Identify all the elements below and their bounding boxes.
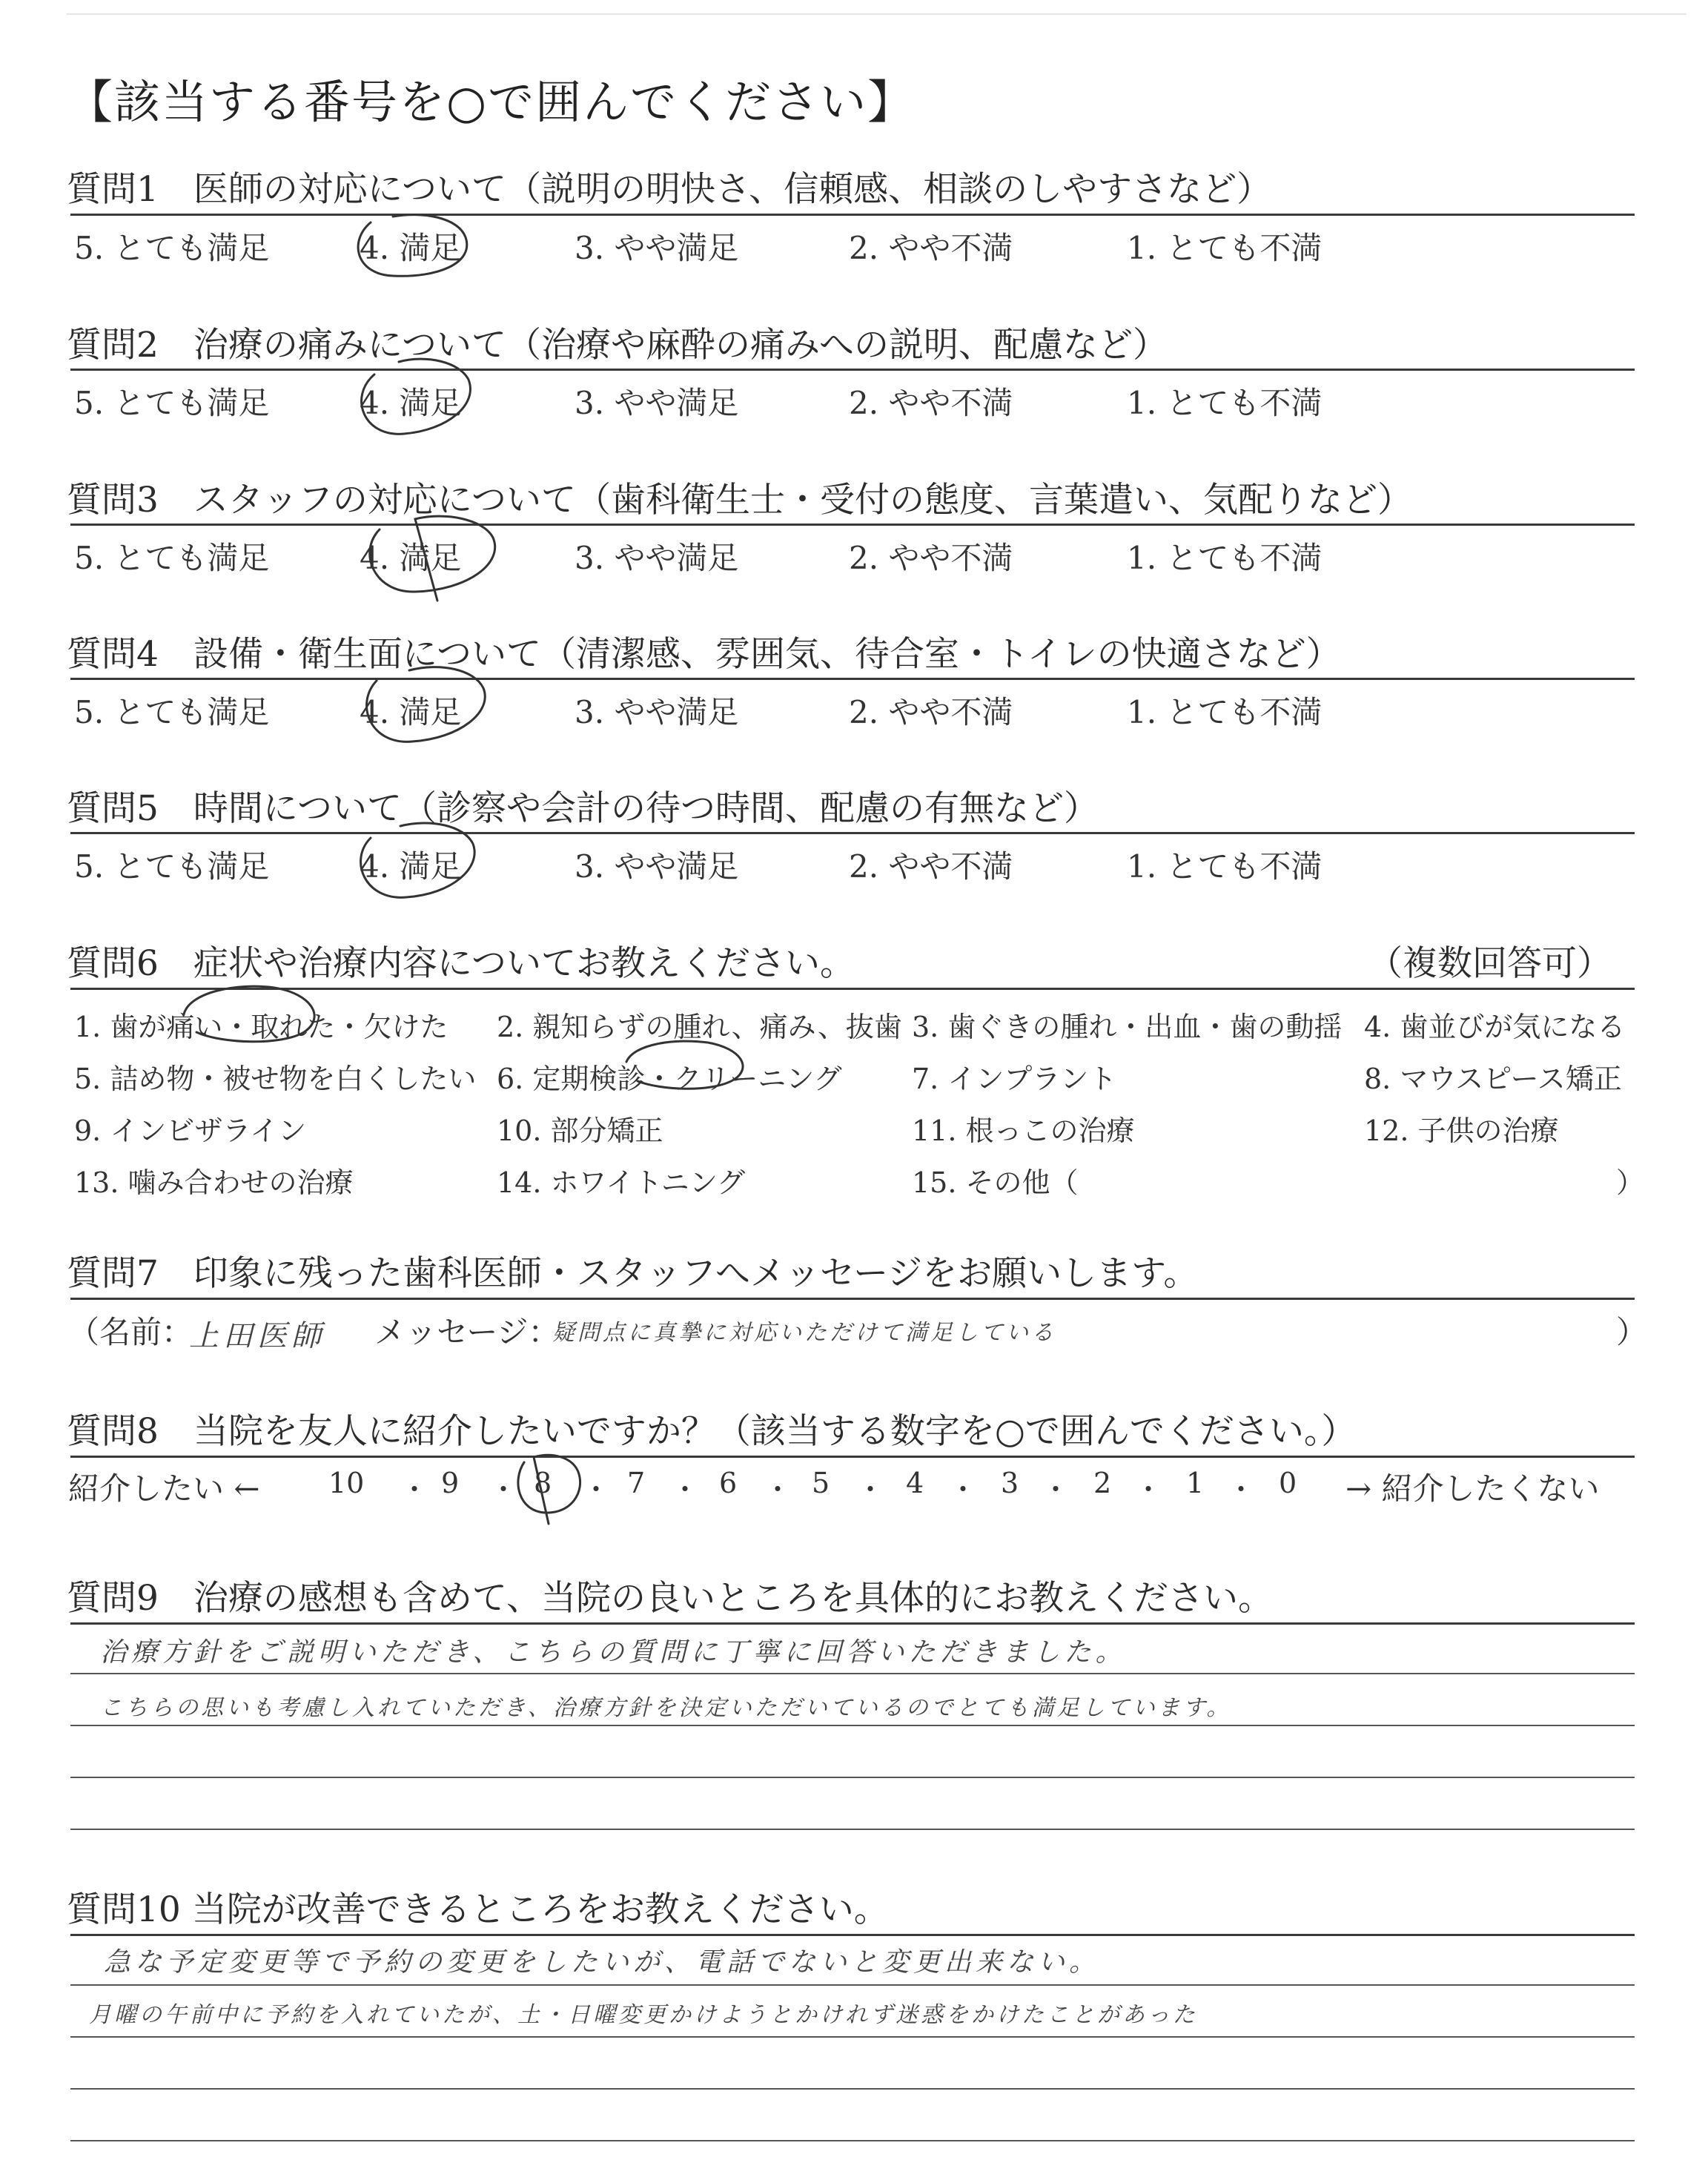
question-2-rule (70, 369, 1635, 371)
q9-answer-line-2[interactable]: こちらの思いも考慮し入れていただき、治療方針を決定いただいているのでとても満足しています。 (100, 1695, 1232, 1721)
q3-option-1[interactable]: 1. とても不満 (1127, 540, 1323, 576)
question-4-rule (70, 678, 1635, 680)
q4-option-4[interactable]: 4. 満足 (360, 694, 462, 730)
q2-option-4[interactable]: 4. 満足 (360, 385, 462, 421)
q6-item-9[interactable]: 9. インビザライン (74, 1114, 307, 1147)
q2-option-1[interactable]: 1. とても不満 (1127, 385, 1323, 421)
q10-writing-line (70, 2088, 1635, 2090)
q8-dot: ・ (1042, 1473, 1070, 1506)
question-5-rule (70, 832, 1635, 834)
q9-writing-line (70, 1673, 1635, 1674)
q8-dot: ・ (949, 1473, 978, 1506)
q8-score-5[interactable]: 5 (812, 1467, 830, 1499)
q8-score-10[interactable]: 10 (328, 1467, 365, 1499)
question-8-rule (70, 1456, 1635, 1458)
q4-option-2[interactable]: 2. やや不満 (849, 694, 1013, 730)
q10-writing-line (70, 2140, 1635, 2141)
q7-name-handwriting[interactable]: 上田医師 (189, 1319, 325, 1353)
q6-item-10[interactable]: 10. 部分矯正 (497, 1114, 663, 1147)
q7-message-handwriting[interactable]: 疑問点に真摯に対応いただけて満足している (552, 1320, 1056, 1346)
q6-other-close-paren: ） (1616, 1166, 1645, 1199)
q2-option-3[interactable]: 3. やや満足 (575, 385, 739, 421)
q8-score-7[interactable]: 7 (627, 1467, 646, 1499)
q8-score-9[interactable]: 9 (441, 1467, 460, 1499)
q6-item-14[interactable]: 14. ホワイトニング (497, 1166, 746, 1199)
q8-dot: ・ (582, 1473, 611, 1506)
question-1-rule (70, 214, 1635, 216)
q8-dot: ・ (489, 1473, 518, 1506)
q1-option-2[interactable]: 2. やや不満 (849, 230, 1013, 266)
q7-close-paren: ） (1616, 1314, 1648, 1350)
q9-writing-line (70, 1829, 1635, 1830)
question-4-title: 質問4 設備・衛生面について（清潔感、雰囲気、待合室・トイレの快適さなど） (67, 634, 1341, 675)
question-10-rule (70, 1934, 1635, 1936)
q9-writing-line (70, 1777, 1635, 1778)
q8-dot: ・ (671, 1473, 700, 1506)
q8-dot: ・ (764, 1473, 792, 1506)
question-6-note: （複数回答可） (1368, 943, 1612, 984)
q8-score-4[interactable]: 4 (906, 1467, 924, 1499)
q7-message-label: メッセージ： (374, 1314, 560, 1350)
q8-left-label: 紹介したい ← (68, 1470, 260, 1507)
q3-option-5[interactable]: 5. とても満足 (74, 540, 270, 576)
q6-item-4[interactable]: 4. 歯並びが気になる (1364, 1011, 1626, 1043)
q7-name-label: （名前： (68, 1314, 193, 1350)
q8-score-2[interactable]: 2 (1093, 1467, 1112, 1499)
q9-writing-line (70, 1725, 1635, 1726)
question-7-rule (70, 1298, 1635, 1300)
q6-item-11[interactable]: 11. 根っこの治療 (912, 1114, 1135, 1147)
q5-option-4[interactable]: 4. 満足 (360, 848, 462, 885)
q10-writing-line (70, 2036, 1635, 2038)
question-5-title: 質問5 時間について（診察や会計の待つ時間、配慮の有無など） (67, 788, 1099, 829)
q8-dot: ・ (1134, 1473, 1163, 1506)
page-header: 【該当する番号を○で囲んでください】 (67, 75, 916, 129)
question-8-title: 質問8 当院を友人に紹介したいですか？（該当する数字を○で囲んでください。） (67, 1411, 1357, 1452)
question-9-rule (70, 1622, 1635, 1625)
q6-item-8[interactable]: 8. マウスピース矯正 (1364, 1063, 1622, 1095)
q3-option-3[interactable]: 3. やや満足 (575, 540, 739, 576)
q8-right-label: → 紹介したくない (1345, 1470, 1600, 1507)
q10-answer-line-2[interactable]: 月曜の午前中に予約を入れていたが、土・日曜変更かけようとかけれず迷惑をかけたことがあった (89, 2002, 1198, 2028)
question-2-title: 質問2 治療の痛みについて（治療や麻酔の痛みへの説明、配慮など） (67, 325, 1168, 366)
q6-item-15[interactable]: 15. その他（ (912, 1166, 1079, 1199)
q4-option-3[interactable]: 3. やや満足 (575, 694, 739, 730)
q1-option-4[interactable]: 4. 満足 (360, 230, 462, 266)
q6-item-12[interactable]: 12. 子供の治療 (1364, 1114, 1559, 1147)
question-9-title: 質問9 治療の感想も含めて、当院の良いところを具体的にお教えください。 (67, 1578, 1273, 1619)
q5-option-2[interactable]: 2. やや不満 (849, 848, 1013, 885)
q5-option-1[interactable]: 1. とても不満 (1127, 848, 1323, 885)
q8-score-6[interactable]: 6 (719, 1467, 738, 1499)
q6-item-6[interactable]: 6. 定期検診・クリーニング (497, 1063, 842, 1095)
q6-item-1[interactable]: 1. 歯が痛い・取れた・欠けた (74, 1011, 448, 1043)
q10-answer-line-1[interactable]: 急な予定変更等で予約の変更をしたいが、電話でないと変更出来ない。 (104, 1947, 1101, 1978)
q6-item-3[interactable]: 3. 歯ぐきの腫れ・出血・歯の動揺 (912, 1011, 1343, 1043)
q8-dot: ・ (1227, 1473, 1256, 1506)
q1-option-3[interactable]: 3. やや満足 (575, 230, 739, 266)
q6-item-13[interactable]: 13. 噛み合わせの治療 (74, 1166, 354, 1199)
q9-answer-line-1[interactable]: 治療方針をご説明いただき、こちらの質問に丁寧に回答いただきました。 (100, 1637, 1127, 1668)
question-1-title: 質問1 医師の対応について（説明の明快さ、信頼感、相談のしやすさなど） (67, 169, 1272, 210)
q2-option-2[interactable]: 2. やや不満 (849, 385, 1013, 421)
q5-option-5[interactable]: 5. とても満足 (74, 848, 270, 885)
q3-option-4[interactable]: 4. 満足 (360, 540, 462, 576)
q6-item-2[interactable]: 2. 親知らずの腫れ、痛み、抜歯 (497, 1011, 902, 1043)
q1-option-1[interactable]: 1. とても不満 (1127, 230, 1323, 266)
question-7-title: 質問7 印象に残った歯科医師・スタッフへメッセージをお願いします。 (67, 1253, 1199, 1294)
question-3-rule (70, 524, 1635, 526)
question-3-title: 質問3 スタッフの対応について（歯科衛生士・受付の態度、言葉遣い、気配りなど） (67, 480, 1412, 521)
top-edge-line (67, 13, 1687, 15)
q10-writing-line (70, 1984, 1635, 1986)
q8-score-3[interactable]: 3 (1001, 1467, 1019, 1499)
q8-score-0[interactable]: 0 (1279, 1467, 1297, 1499)
q5-option-3[interactable]: 3. やや満足 (575, 848, 739, 885)
q4-option-5[interactable]: 5. とても満足 (74, 694, 270, 730)
q3-option-2[interactable]: 2. やや不満 (849, 540, 1013, 576)
q1-option-5[interactable]: 5. とても満足 (74, 230, 270, 266)
question-6-title: 質問6 症状や治療内容についてお教えください。 (67, 943, 855, 984)
q8-dot: ・ (856, 1473, 885, 1506)
q8-dot: ・ (400, 1473, 429, 1506)
q6-item-7[interactable]: 7. インプラント (912, 1063, 1117, 1095)
question-6-rule (70, 988, 1635, 990)
q8-score-8[interactable]: 8 (534, 1467, 552, 1499)
question-10-title: 質問10 当院が改善できるところをお教えください。 (67, 1889, 889, 1930)
q2-option-5[interactable]: 5. とても満足 (74, 385, 270, 421)
q8-score-1[interactable]: 1 (1186, 1467, 1205, 1499)
q6-item-5[interactable]: 5. 詰め物・被せ物を白くしたい (74, 1063, 477, 1095)
q4-option-1[interactable]: 1. とても不満 (1127, 694, 1323, 730)
